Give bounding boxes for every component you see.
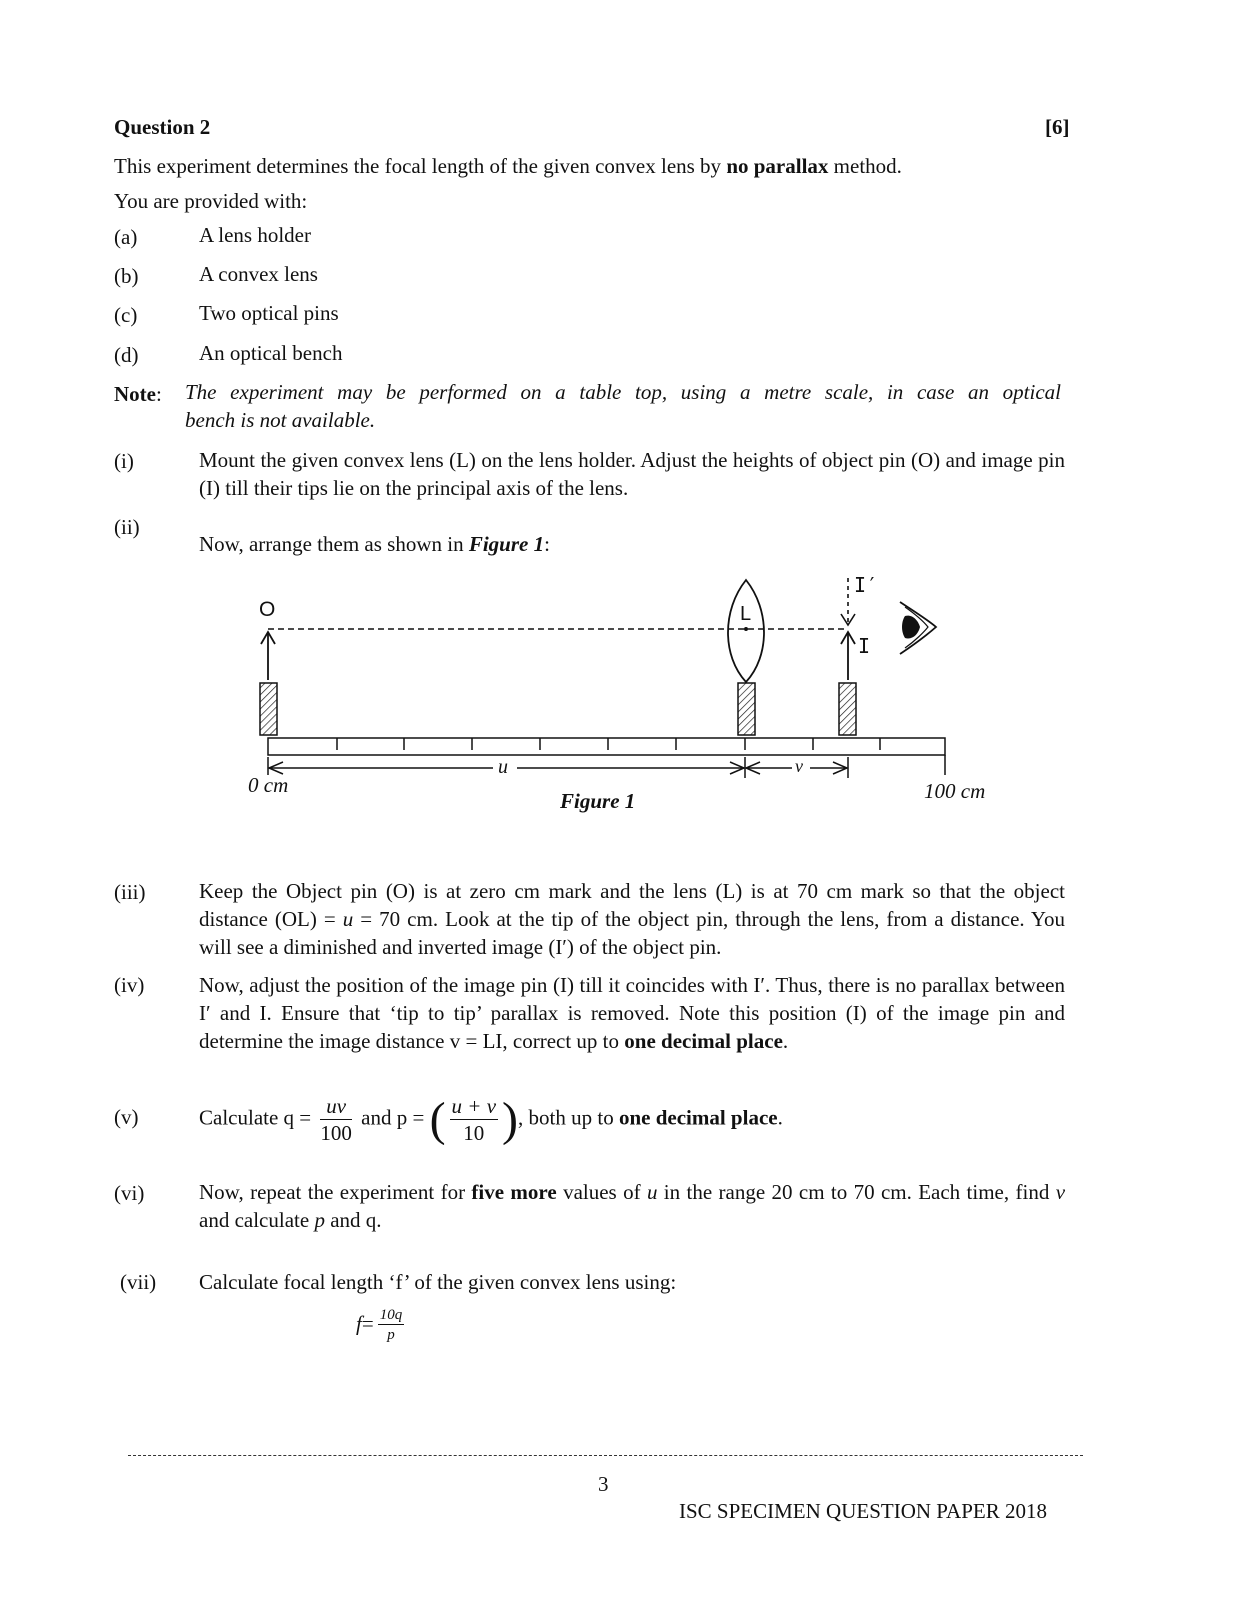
item-b-label: (b) [114, 264, 139, 288]
note-label: Note: [114, 382, 162, 406]
step-v-label: (v) [114, 1105, 139, 1129]
provided-label: You are provided with: [114, 189, 308, 213]
step-iii-label: (iii) [114, 880, 146, 904]
question-marks: [6] [1045, 115, 1070, 139]
lens-stand [738, 683, 755, 735]
step-ii-text: Now, arrange them as shown in Figure 1: [199, 532, 550, 556]
image-virtual-pin [841, 578, 855, 625]
figure-label-i: I [858, 634, 871, 658]
figure-label-u: u [498, 756, 508, 778]
eye-icon [900, 602, 936, 654]
step-iv-label: (iv) [114, 973, 145, 997]
intro-text: This experiment determines the focal length of the given convex lens by no parallax method. [114, 154, 902, 178]
object-stand [260, 683, 277, 735]
figure-label-hundred: 100 cm [924, 779, 986, 803]
item-d-label: (d) [114, 343, 139, 367]
step-iv-text: Now, adjust the position of the image pin (I) till it coincides with I′. Thus, there is no parallax between I′ and I. Ensure that ‘tip to tip’ parallax is removed. Note this position (I) of the image pin and determine the image distance v = LI, correct up to one decimal place. [199, 973, 1065, 1053]
focal-length-formula: f= $\frac{10q}{p}$ [356, 1307, 403, 1343]
item-a-label: (a) [114, 225, 138, 249]
figure-label-l: L [740, 603, 752, 625]
step-vii-label: (vii) [120, 1270, 157, 1294]
note-line-1: The experiment may be performed on a table top, using a metre scale, in case an optical [185, 380, 1061, 404]
step-vii-text: Calculate focal length ‘f’ of the given convex lens using: [199, 1270, 677, 1294]
fraction-q: $\frac{uv}{100}$ [320, 1094, 352, 1145]
image-pin [841, 632, 855, 680]
figure-label-iprime: I′ [854, 573, 879, 597]
item-b-text: A convex lens [199, 262, 318, 286]
step-v-text: Calculate q = $\frac{uv}{100}$ and p = ( $\frac{u + v}{10}$ ), both up to one decimal place. [199, 1093, 783, 1146]
note-line-2: bench is not available. [185, 408, 376, 432]
item-d-text: An optical bench [199, 341, 343, 365]
figure-caption: Figure 1 [560, 789, 636, 813]
step-vi-text: Now, repeat the experiment for five more values of u in the range 20 cm to 70 cm. Each time, find v and calculate p and q. [199, 1180, 1066, 1232]
step-i-label: (i) [114, 449, 134, 473]
step-ii-label: (ii) [114, 515, 140, 539]
step-i-text: Mount the given convex lens (L) on the lens holder. Adjust the heights of object pin (O) and image pin (I) till their tips lie on the principal axis of the lens. [199, 448, 1065, 500]
footer-divider [128, 1455, 1083, 1456]
question-title: Question 2 [114, 115, 211, 139]
step-iii-text: Keep the Object pin (O) is at zero cm mark and the lens (L) is at 70 cm mark so that the object distance (OL) = u = 70 cm. Look at the tip of the object pin, through the lens, from a distance. You will see a diminished and inverted image (I′) of the object pin. [199, 879, 1065, 959]
page-number: 3 [598, 1472, 609, 1496]
paper-title: ISC SPECIMEN QUESTION PAPER 2018 [679, 1499, 1047, 1523]
object-pin [261, 632, 275, 680]
fraction-p: $\frac{u + v}{10}$ [451, 1094, 497, 1145]
step-vi-label: (vi) [114, 1181, 145, 1205]
figure-label-v: v [795, 756, 803, 776]
figure-label-zero: 0 cm [248, 773, 289, 797]
figure-label-o: O [259, 598, 276, 621]
image-stand [839, 683, 856, 735]
item-c-label: (c) [114, 303, 138, 327]
item-c-text: Two optical pins [199, 301, 339, 325]
item-a-text: A lens holder [199, 223, 311, 247]
